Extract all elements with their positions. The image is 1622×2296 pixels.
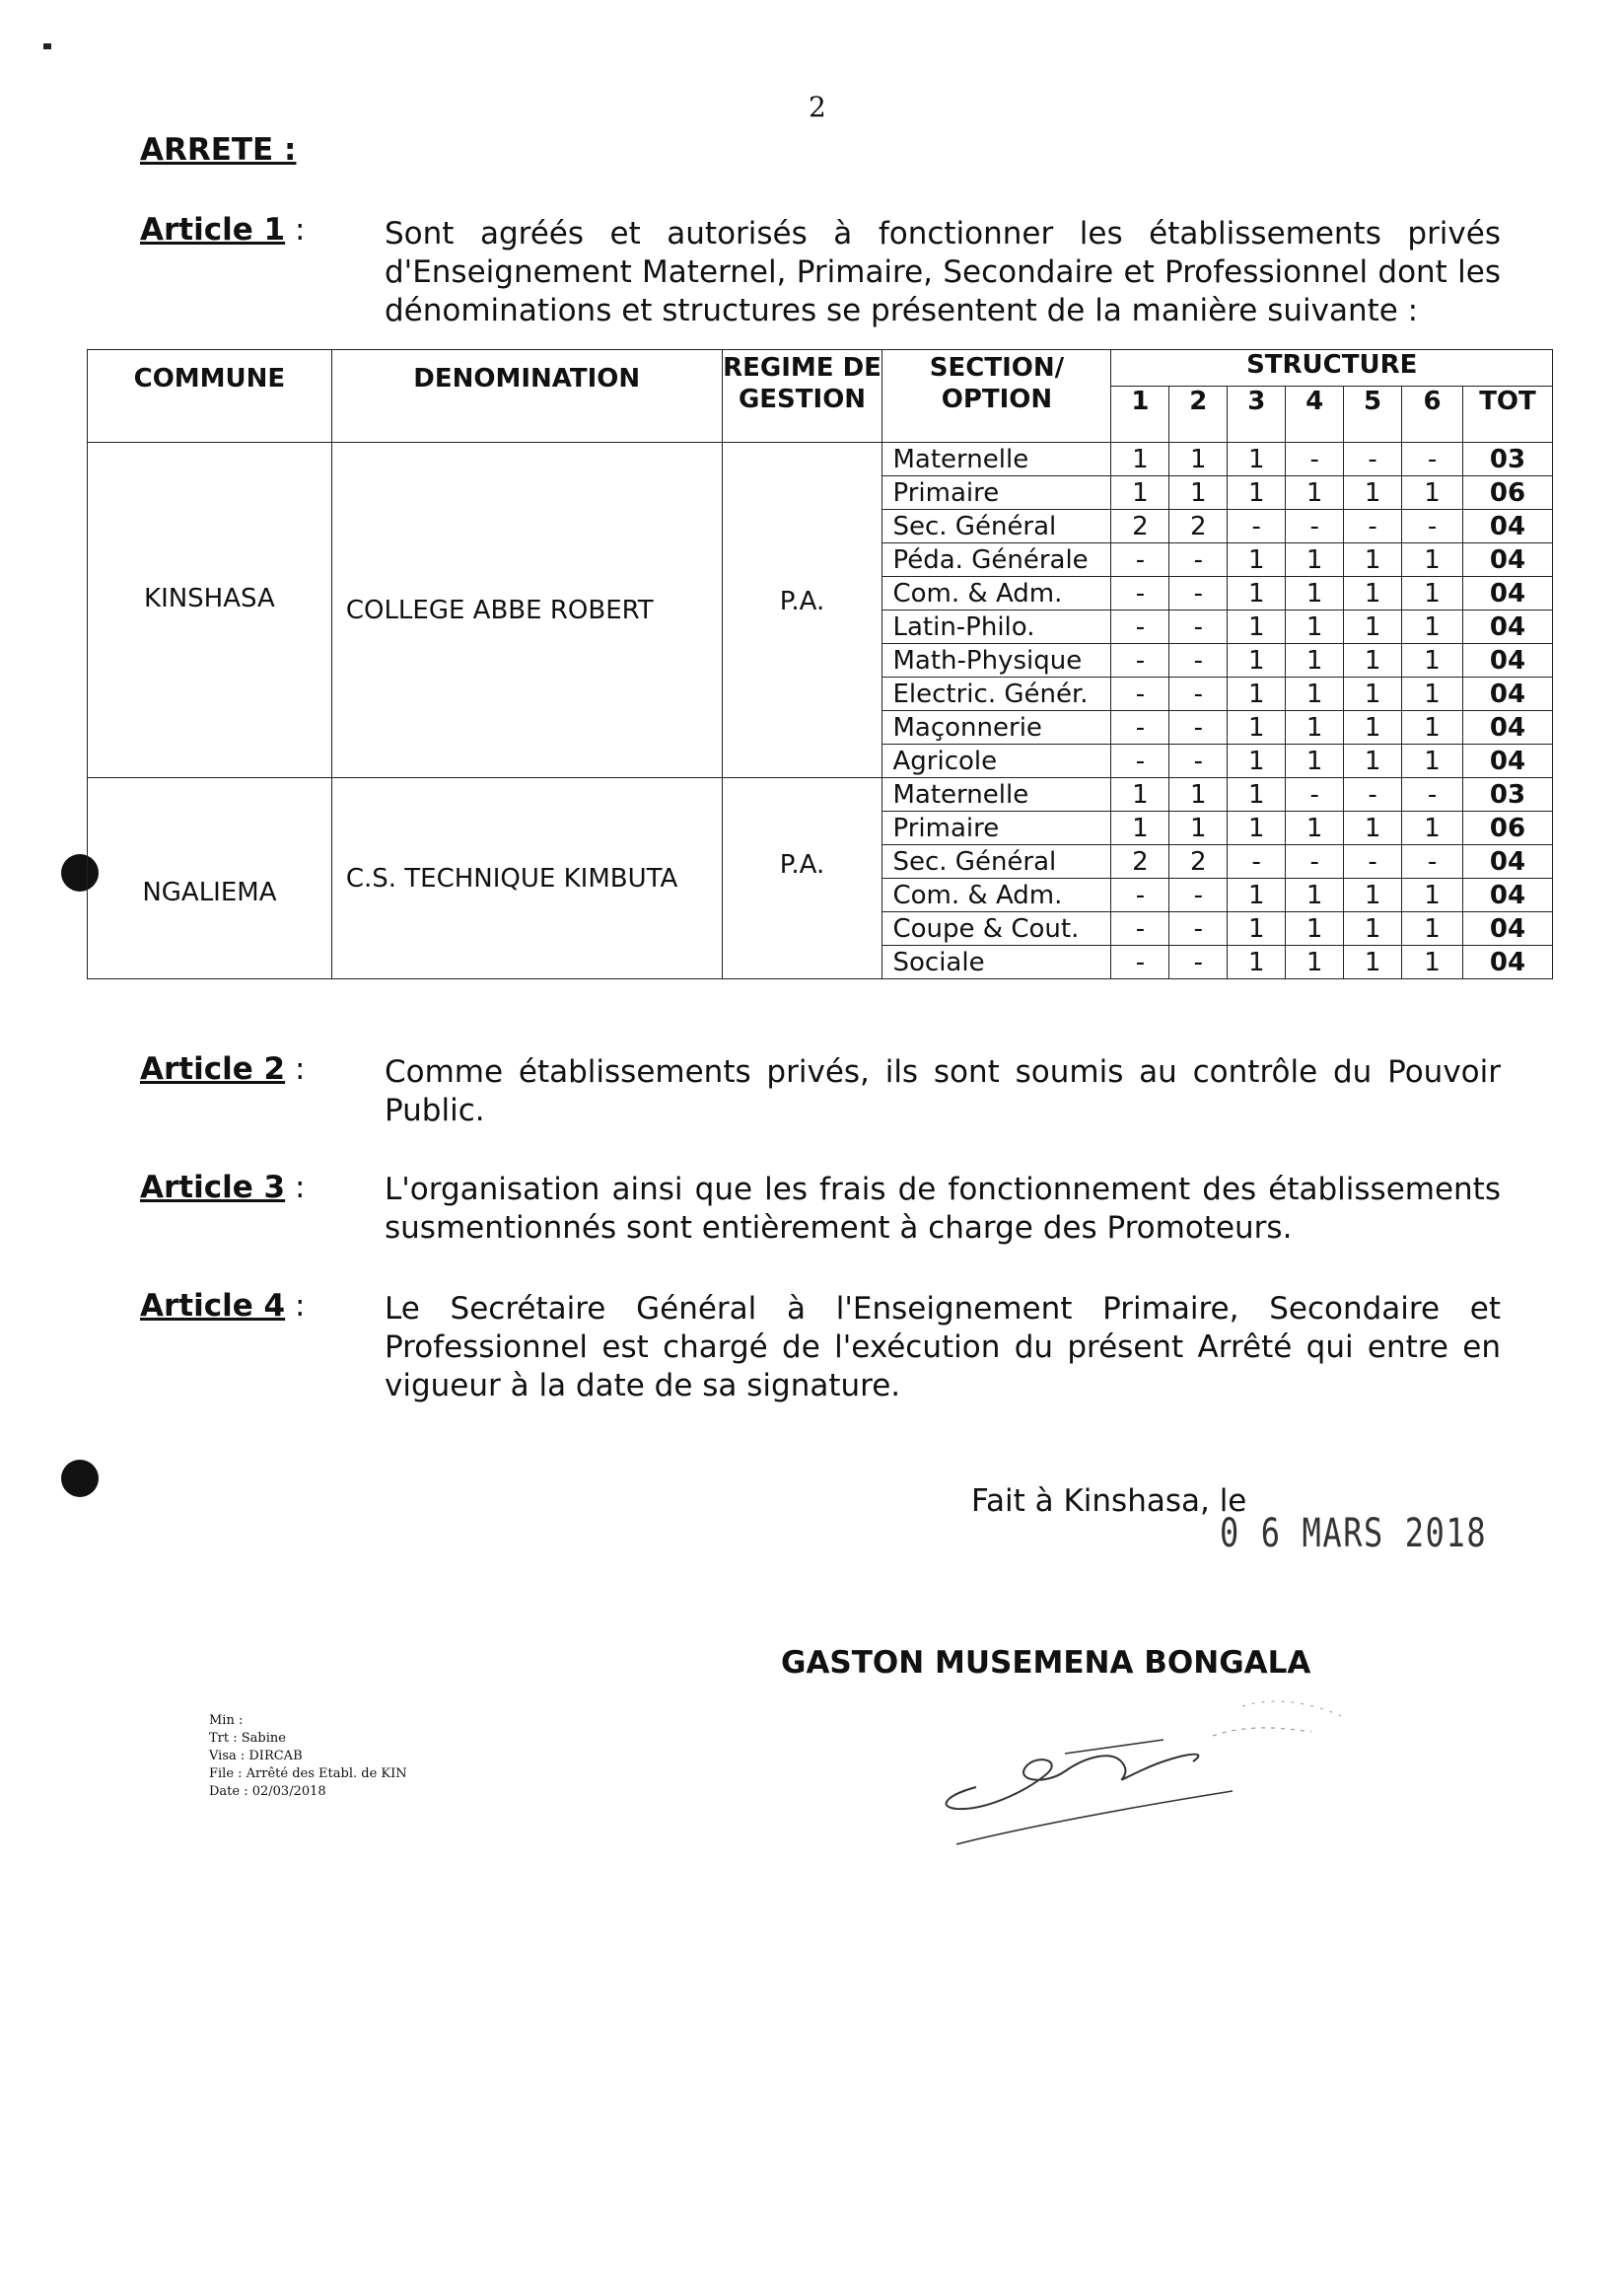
- total-cell: 04: [1462, 745, 1552, 778]
- level-2-cell: -: [1169, 577, 1228, 610]
- section-cell: Com. & Adm.: [882, 879, 1111, 912]
- level-4-cell: 1: [1286, 879, 1344, 912]
- scan-mark: [43, 43, 51, 49]
- level-3-cell: 1: [1228, 644, 1286, 678]
- level-5-cell: 1: [1344, 711, 1402, 745]
- total-cell: 06: [1462, 476, 1552, 510]
- section-cell: Sociale: [882, 946, 1111, 979]
- commune-cell: KINSHASA: [88, 443, 332, 778]
- article-2-label: [140, 1051, 305, 1087]
- total-cell: 04: [1462, 912, 1552, 946]
- level-4-cell: 1: [1286, 812, 1344, 845]
- header-level-2: 2: [1169, 387, 1228, 443]
- level-1-cell: -: [1111, 678, 1169, 711]
- level-5-cell: 1: [1344, 476, 1402, 510]
- ref-trt: Trt : Sabine: [209, 1731, 286, 1746]
- ref-min: Min :: [209, 1713, 244, 1728]
- article-1-text: Sont agréés et autorisés à fonctionner les établissements privés d'Enseignement Maternel, Primaire, Secondaire et Professionnel dont les dénominations et structures se présentent de la manière suivante :: [385, 216, 1501, 328]
- section-cell: Sec. Général: [882, 845, 1111, 879]
- article-label-text: Article 3: [140, 1170, 286, 1205]
- header-level-5: 5: [1344, 387, 1402, 443]
- level-6-cell: 1: [1402, 610, 1463, 644]
- level-1-cell: -: [1111, 745, 1169, 778]
- section-cell: Maternelle: [882, 778, 1111, 812]
- total-cell: 04: [1462, 879, 1552, 912]
- section-cell: Primaire: [882, 476, 1111, 510]
- level-3-cell: 1: [1228, 778, 1286, 812]
- article-label-colon: :: [285, 1170, 306, 1205]
- level-4-cell: -: [1286, 443, 1344, 476]
- reference-block: [209, 1712, 407, 1801]
- total-cell: 04: [1462, 845, 1552, 879]
- level-5-cell: 1: [1344, 946, 1402, 979]
- level-5-cell: 1: [1344, 812, 1402, 845]
- place-line: Fait à Kinshasa, le: [971, 1483, 1247, 1519]
- denomination-cell: C.S. TECHNIQUE KIMBUTA: [331, 778, 722, 979]
- header-level-3: 3: [1228, 387, 1286, 443]
- level-1-cell: 1: [1111, 812, 1169, 845]
- level-2-cell: -: [1169, 644, 1228, 678]
- header-structure: STRUCTURE: [1111, 350, 1553, 387]
- level-6-cell: 1: [1402, 879, 1463, 912]
- level-6-cell: 1: [1402, 946, 1463, 979]
- level-3-cell: 1: [1228, 946, 1286, 979]
- level-1-cell: 2: [1111, 510, 1169, 543]
- level-2-cell: -: [1169, 610, 1228, 644]
- section-cell: Maternelle: [882, 443, 1111, 476]
- level-2-cell: -: [1169, 946, 1228, 979]
- table-row: [88, 778, 1553, 812]
- level-5-cell: 1: [1344, 644, 1402, 678]
- total-cell: 04: [1462, 543, 1552, 577]
- section-cell: Agricole: [882, 745, 1111, 778]
- header-level-1: 1: [1111, 387, 1169, 443]
- section-cell: Primaire: [882, 812, 1111, 845]
- level-6-cell: 1: [1402, 543, 1463, 577]
- article-label-text: Article 2: [140, 1051, 286, 1087]
- level-3-cell: 1: [1228, 879, 1286, 912]
- header-level-4: 4: [1286, 387, 1344, 443]
- level-3-cell: 1: [1228, 745, 1286, 778]
- section-cell: Com. & Adm.: [882, 577, 1111, 610]
- level-5-cell: 1: [1344, 678, 1402, 711]
- level-6-cell: 1: [1402, 745, 1463, 778]
- level-6-cell: -: [1402, 443, 1463, 476]
- article-3-text: L'organisation ainsi que les frais de fonctionnement des établissements susmentionnés sont entièrement à charge des Promoteurs.: [385, 1172, 1501, 1246]
- level-5-cell: 1: [1344, 745, 1402, 778]
- total-cell: 04: [1462, 644, 1552, 678]
- level-2-cell: 1: [1169, 778, 1228, 812]
- level-4-cell: 1: [1286, 543, 1344, 577]
- level-3-cell: 1: [1228, 543, 1286, 577]
- level-5-cell: 1: [1344, 912, 1402, 946]
- article-4-label: [140, 1288, 305, 1324]
- ref-file: File : Arrêté des Etabl. de KIN: [209, 1766, 407, 1781]
- level-4-cell: 1: [1286, 476, 1344, 510]
- section-cell: Electric. Génér.: [882, 678, 1111, 711]
- level-2-cell: -: [1169, 745, 1228, 778]
- article-label-colon: :: [285, 1051, 306, 1087]
- table-body: [88, 443, 1553, 979]
- level-4-cell: -: [1286, 778, 1344, 812]
- total-cell: 04: [1462, 678, 1552, 711]
- level-1-cell: -: [1111, 879, 1169, 912]
- level-1-cell: -: [1111, 577, 1169, 610]
- level-6-cell: 1: [1402, 577, 1463, 610]
- header-commune: COMMUNE: [88, 350, 332, 443]
- regime-cell: P.A.: [722, 443, 882, 778]
- level-3-cell: -: [1228, 845, 1286, 879]
- level-6-cell: -: [1402, 778, 1463, 812]
- level-3-cell: 1: [1228, 577, 1286, 610]
- level-6-cell: 1: [1402, 711, 1463, 745]
- level-1-cell: -: [1111, 912, 1169, 946]
- level-4-cell: 1: [1286, 912, 1344, 946]
- section-cell: Math-Physique: [882, 644, 1111, 678]
- total-cell: 04: [1462, 577, 1552, 610]
- level-6-cell: 1: [1402, 678, 1463, 711]
- level-2-cell: 1: [1169, 443, 1228, 476]
- level-1-cell: -: [1111, 711, 1169, 745]
- level-5-cell: -: [1344, 845, 1402, 879]
- level-4-cell: 1: [1286, 577, 1344, 610]
- level-3-cell: -: [1228, 510, 1286, 543]
- level-5-cell: -: [1344, 778, 1402, 812]
- level-1-cell: 1: [1111, 476, 1169, 510]
- level-3-cell: 1: [1228, 912, 1286, 946]
- level-2-cell: 2: [1169, 845, 1228, 879]
- level-6-cell: -: [1402, 845, 1463, 879]
- article-2-text: Comme établissements privés, ils sont soumis au contrôle du Pouvoir Public.: [385, 1054, 1501, 1128]
- level-1-cell: -: [1111, 946, 1169, 979]
- level-3-cell: 1: [1228, 711, 1286, 745]
- level-3-cell: 1: [1228, 610, 1286, 644]
- level-1-cell: 1: [1111, 443, 1169, 476]
- level-4-cell: 1: [1286, 644, 1344, 678]
- commune-cell: NGALIEMA: [88, 778, 332, 979]
- level-4-cell: 1: [1286, 711, 1344, 745]
- level-4-cell: 1: [1286, 678, 1344, 711]
- header-regime: REGIME DE GESTION: [722, 350, 882, 443]
- level-4-cell: -: [1286, 510, 1344, 543]
- level-4-cell: 1: [1286, 946, 1344, 979]
- level-1-cell: 1: [1111, 778, 1169, 812]
- denomination-cell: COLLEGE ABBE ROBERT: [331, 443, 722, 778]
- signer-name: GASTON MUSEMENA BONGALA: [781, 1645, 1311, 1681]
- level-3-cell: 1: [1228, 812, 1286, 845]
- level-6-cell: 1: [1402, 476, 1463, 510]
- level-5-cell: 1: [1344, 879, 1402, 912]
- level-1-cell: -: [1111, 543, 1169, 577]
- level-5-cell: 1: [1344, 610, 1402, 644]
- section-cell: Péda. Générale: [882, 543, 1111, 577]
- article-1-label: [140, 212, 305, 248]
- date-stamp: 0 6 MARS 2018: [1220, 1511, 1488, 1556]
- level-1-cell: -: [1111, 644, 1169, 678]
- level-4-cell: 1: [1286, 745, 1344, 778]
- level-2-cell: 1: [1169, 812, 1228, 845]
- level-1-cell: -: [1111, 610, 1169, 644]
- header-denomination: DENOMINATION: [331, 350, 722, 443]
- handwritten-signature: [917, 1696, 1351, 1854]
- total-cell: 03: [1462, 778, 1552, 812]
- article-label-colon: :: [285, 1288, 306, 1324]
- decree-heading: ARRETE :: [140, 132, 297, 168]
- header-section: SECTION/ OPTION: [882, 350, 1111, 443]
- total-cell: 03: [1462, 443, 1552, 476]
- total-cell: 04: [1462, 610, 1552, 644]
- total-cell: 06: [1462, 812, 1552, 845]
- header-level-6: 6: [1402, 387, 1463, 443]
- level-6-cell: -: [1402, 510, 1463, 543]
- structure-table: [87, 349, 1553, 979]
- level-2-cell: 1: [1169, 476, 1228, 510]
- total-cell: 04: [1462, 711, 1552, 745]
- page-number: 2: [809, 91, 826, 123]
- level-5-cell: 1: [1344, 543, 1402, 577]
- level-6-cell: 1: [1402, 644, 1463, 678]
- section-cell: Coupe & Cout.: [882, 912, 1111, 946]
- level-5-cell: -: [1344, 443, 1402, 476]
- section-cell: Maçonnerie: [882, 711, 1111, 745]
- level-3-cell: 1: [1228, 443, 1286, 476]
- level-2-cell: -: [1169, 711, 1228, 745]
- level-4-cell: 1: [1286, 610, 1344, 644]
- level-2-cell: -: [1169, 879, 1228, 912]
- punch-hole: [61, 1460, 99, 1497]
- article-label-colon: :: [285, 212, 306, 248]
- total-cell: 04: [1462, 510, 1552, 543]
- level-2-cell: -: [1169, 543, 1228, 577]
- article-3-label: [140, 1170, 305, 1205]
- ref-date: Date : 02/03/2018: [209, 1784, 326, 1799]
- level-5-cell: 1: [1344, 577, 1402, 610]
- level-3-cell: 1: [1228, 476, 1286, 510]
- level-5-cell: -: [1344, 510, 1402, 543]
- level-2-cell: -: [1169, 678, 1228, 711]
- article-4-text: Le Secrétaire Général à l'Enseignement Primaire, Secondaire et Professionnel est chargé de l'exécution du présent Arrêté qui entre en vigueur à la date de sa signature.: [385, 1291, 1501, 1403]
- header-tot: TOT: [1462, 387, 1552, 443]
- total-cell: 04: [1462, 946, 1552, 979]
- article-label-text: Article 4: [140, 1288, 286, 1324]
- article-label-text: Article 1: [140, 212, 286, 248]
- section-cell: Latin-Philo.: [882, 610, 1111, 644]
- level-6-cell: 1: [1402, 812, 1463, 845]
- regime-cell: P.A.: [722, 778, 882, 979]
- level-2-cell: 2: [1169, 510, 1228, 543]
- level-4-cell: -: [1286, 845, 1344, 879]
- level-2-cell: -: [1169, 912, 1228, 946]
- table-row: [88, 443, 1553, 476]
- level-1-cell: 2: [1111, 845, 1169, 879]
- ref-visa: Visa : DIRCAB: [209, 1749, 303, 1763]
- level-6-cell: 1: [1402, 912, 1463, 946]
- level-3-cell: 1: [1228, 678, 1286, 711]
- section-cell: Sec. Général: [882, 510, 1111, 543]
